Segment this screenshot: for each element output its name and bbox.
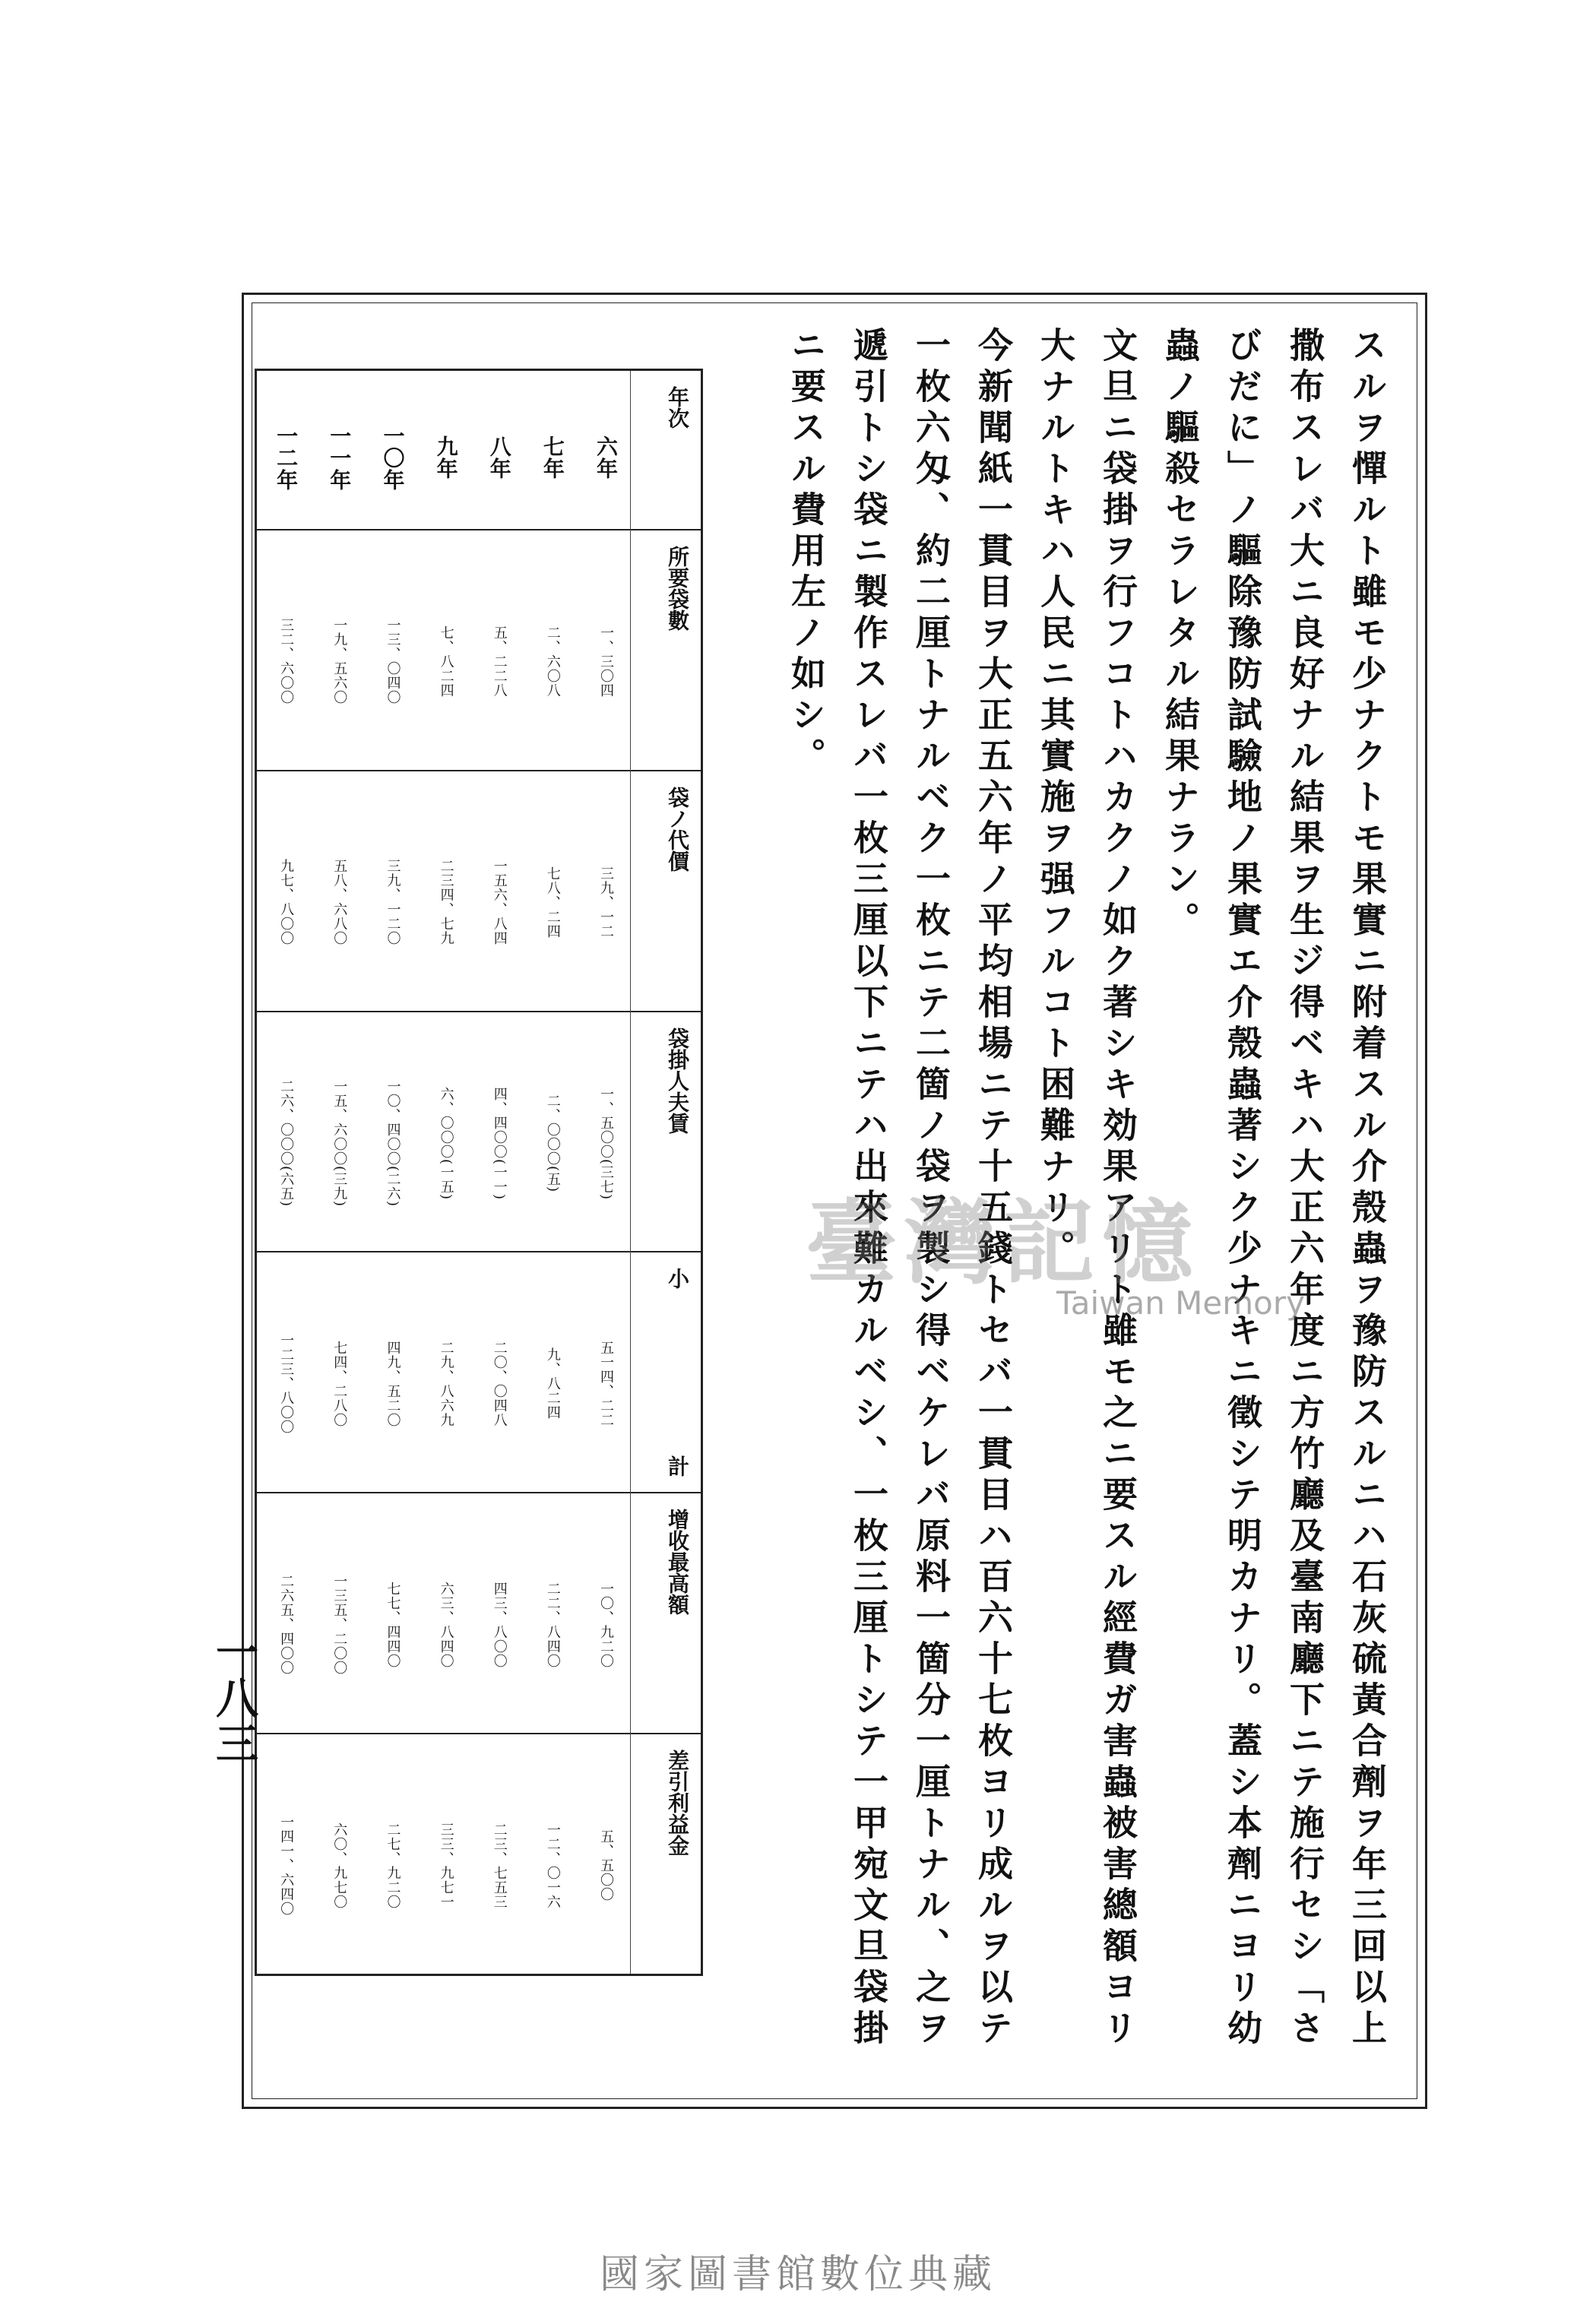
watermark-cn: 臺灣記憶 (806, 1189, 1201, 1297)
table-cell-subtotal: 七四、二八〇 (310, 1252, 363, 1493)
header-year: 年次 (665, 386, 690, 429)
table-row (470, 371, 524, 1974)
header-subtotal: 計 (665, 1455, 690, 1477)
header-bag-cost: 袋ノ代價 (665, 786, 690, 872)
table-header-column (630, 371, 701, 1974)
table-cell-bags: 一三、〇四〇 (363, 530, 416, 771)
table-row (257, 371, 310, 1974)
table-cell-subtotal: 九、八二四 (524, 1252, 577, 1493)
table-cell-profit: 二三、七五三 (491, 1822, 508, 1909)
header-max-revenue: 增收最高額 (665, 1509, 690, 1616)
table-cell-bag-cost: 三九、一二 (577, 771, 630, 1012)
paragraph: スルヲ憚ルト雖モ少ナクトモ果實ニ附着スル介殼蟲ヲ豫防スルニハ石灰硫黃合劑ヲ年三回以上撒布スレバ大ニ良好ナル結果ヲ生ジ得ベキハ大正六年度ニ方竹廳及臺南廳下ニテ施行セシ「さびだに」ノ驅除豫防試驗地ノ果實エ介殼蟲著シク少ナキニ徵シテ明カナリ。蓋シ本劑ニヨリ幼蟲ノ驅殺セラレタル結果ナラン。 (1160, 327, 1388, 2050)
watermark (806, 1170, 1338, 1338)
table-cell-bag-cost: 三九、一二〇 (363, 771, 416, 1012)
table-cell-labor: 六、〇〇〇(一五) (416, 1012, 470, 1253)
table-cell-max-revenue: 二六五、四〇〇 (257, 1493, 310, 1734)
table-cell-max-revenue: 二二、八四〇 (524, 1493, 577, 1734)
table-cell-year: 八年 (470, 371, 524, 530)
table-cell-bags: 二、六〇八 (524, 530, 577, 771)
header-labor: 袋掛人夫賃 (665, 1027, 690, 1134)
table-cell-bags: 七、八二四 (416, 530, 470, 771)
table-cell-bags: 一、三〇四 (577, 530, 630, 771)
watermark-en: Taiwan Memory (1056, 1284, 1305, 1322)
table-row (310, 371, 363, 1974)
table-cell-bag-cost: 七八、二四 (524, 771, 577, 1012)
table-cell-profit: 六〇、九七〇 (331, 1822, 348, 1909)
table-cell-subtotal: 五一四、二二 (577, 1252, 630, 1493)
table-cell-year: 一〇年 (363, 371, 416, 530)
header-profit: 差引利益金 (665, 1750, 690, 1857)
table-cell-labor: 二、〇〇〇(五) (524, 1012, 577, 1253)
table-data-area (257, 371, 630, 1974)
table-cell-subtotal: 四九、五二〇 (363, 1252, 416, 1493)
table-cell-profit: 一四一、六四〇 (278, 1815, 295, 1917)
table-cell-year: 六年 (577, 371, 630, 530)
table-cell-year: 一二年 (257, 371, 310, 530)
table-row (363, 371, 416, 1974)
table-cell-year: 七年 (524, 371, 577, 530)
table-cell-profit: 一二、〇一六 (544, 1822, 561, 1909)
table-cell-max-revenue: 一〇、九二〇 (577, 1493, 630, 1734)
table-cell-bag-cost: 一五六、八四 (470, 771, 524, 1012)
table-cell-max-revenue: 一三五、二〇〇 (310, 1493, 363, 1734)
table-row (416, 371, 470, 1974)
table-cell-year: 一一年 (310, 371, 363, 530)
table-row (524, 371, 577, 1974)
table-cell-bags: 五、二二八 (470, 530, 524, 771)
table-cell-bag-cost: 二三四、七九 (416, 771, 470, 1012)
table-cell-bags: 一九、五六〇 (310, 530, 363, 771)
table-cell-profit: 二七、九二〇 (385, 1822, 401, 1909)
footer-collection-label: 國家圖書館數位典藏 (599, 2252, 996, 2297)
table-cell-bags: 三二、六〇〇 (257, 530, 310, 771)
table-cell-labor: 二六、〇〇〇(六五) (257, 1012, 310, 1253)
table-cell-subtotal: 二〇、〇四八 (470, 1252, 524, 1493)
table-row (577, 371, 630, 1974)
table-cell-year: 九年 (416, 371, 470, 530)
table-cell-bag-cost: 九七、八〇〇 (257, 771, 310, 1012)
table-cell-subtotal: 一二三、八〇〇 (257, 1252, 310, 1493)
table-cell-profit: 三三、九七一 (438, 1822, 454, 1909)
table-cell-max-revenue: 七七、四四〇 (363, 1493, 416, 1734)
table-cell-labor: 四、四〇〇(一一) (470, 1012, 524, 1253)
table-cell-subtotal: 二九、八六九 (416, 1252, 470, 1493)
table-cell-labor: 一〇、四〇〇(二六) (363, 1012, 416, 1253)
paragraph: 文旦ニ袋掛ヲ行フコトハカクノ如ク著シキ効果アリト雖モ之ニ要スル經費ガ害蟲被害總額ヨリ大ナルトキハ人民ニ其實施ヲ强フルコト困難ナリ。 (1035, 327, 1138, 2050)
header-subtotal-group: 小 (665, 1268, 690, 1290)
paragraph: 今新聞紙一貫目ヲ大正五六年ノ平均相場ニテ十五錢トセバ一貫目ハ百六十七枚ヨリ成ルヲ以テ一枚六匁、約二厘トナルベク一枚ニテ二箇ノ袋ヲ製シ得ベケレバ原料一箇分一厘トナル、之ヲ遞引トシ袋ニ製作スレバ一枚三厘以下ニテハ出來難カルベシ、一枚三厘トシテ一甲宛文旦袋掛ニ要スル費用左ノ如シ。 (786, 327, 1014, 2050)
cost-table (255, 369, 703, 1976)
page-number: 一八三 (209, 1630, 259, 1767)
table-cell-labor: 一、五〇〇(三七) (577, 1012, 630, 1253)
table-cell-max-revenue: 六三、八四〇 (416, 1493, 470, 1734)
table-cell-max-revenue: 四三、八〇〇 (470, 1493, 524, 1734)
table-cell-bag-cost: 五八、六八〇 (310, 771, 363, 1012)
table-cell-profit: 五、五〇〇 (598, 1829, 614, 1902)
header-bags: 所要袋數 (665, 546, 690, 631)
table-cell-labor: 一五、六〇〇(三九) (310, 1012, 363, 1253)
